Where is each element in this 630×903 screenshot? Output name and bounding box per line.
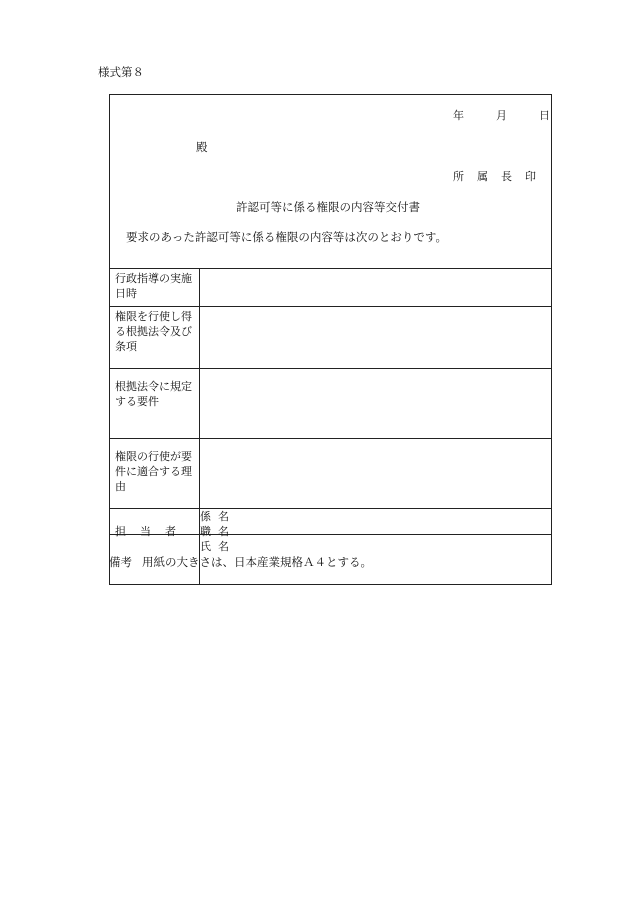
remarks-note: [109, 554, 372, 570]
document-title: 許認可等に係る権限の内容等交付書: [236, 200, 420, 214]
contact-text: 名: [218, 525, 229, 538]
contact-cell: [200, 509, 552, 585]
addressee-honorific: 殿: [196, 140, 208, 154]
row-label-requirements: 根拠法令に規定する要件: [110, 369, 200, 439]
date-line: [453, 107, 550, 123]
remarks-text: 用紙の大きさは、日本産業規格Ａ４とする。: [142, 555, 372, 569]
contact-text: 名: [218, 510, 229, 523]
sender-seal-line: 所属長印: [453, 170, 549, 183]
table-row: [110, 269, 552, 307]
date-year-label: 年: [453, 109, 464, 122]
contact-key: 係: [200, 510, 211, 523]
table-row: [110, 509, 552, 585]
row-label-date: 行政指導の実施日時: [110, 269, 200, 307]
contact-line: [200, 524, 551, 539]
contact-key: 氏: [200, 540, 211, 553]
row-value-reason[interactable]: [200, 439, 552, 509]
date-day-label: 日: [539, 109, 550, 122]
date-month-label: 月: [496, 109, 507, 122]
row-label-reason: 権限の行使が要件に適合する理由: [110, 439, 200, 509]
detail-table: [109, 268, 552, 585]
remarks-heading: 備考: [109, 555, 132, 569]
form-number-label: 様式第８: [98, 65, 144, 79]
table-row: [110, 369, 552, 439]
contact-text: 名: [218, 540, 229, 553]
row-value-requirements[interactable]: [200, 369, 552, 439]
contact-line: [200, 539, 551, 554]
table-row: [110, 439, 552, 509]
table-row: [110, 307, 552, 369]
row-value-date[interactable]: [200, 269, 552, 307]
intro-text: 要求のあった許認可等に係る権限の内容等は次のとおりです。: [126, 230, 447, 244]
contact-line: [200, 509, 551, 524]
row-label-contact: 担当者: [110, 509, 200, 585]
row-value-legal-basis[interactable]: [200, 307, 552, 369]
row-label-legal-basis: 権限を行使し得る根拠法令及び条項: [110, 307, 200, 369]
contact-key: 職: [200, 525, 211, 538]
